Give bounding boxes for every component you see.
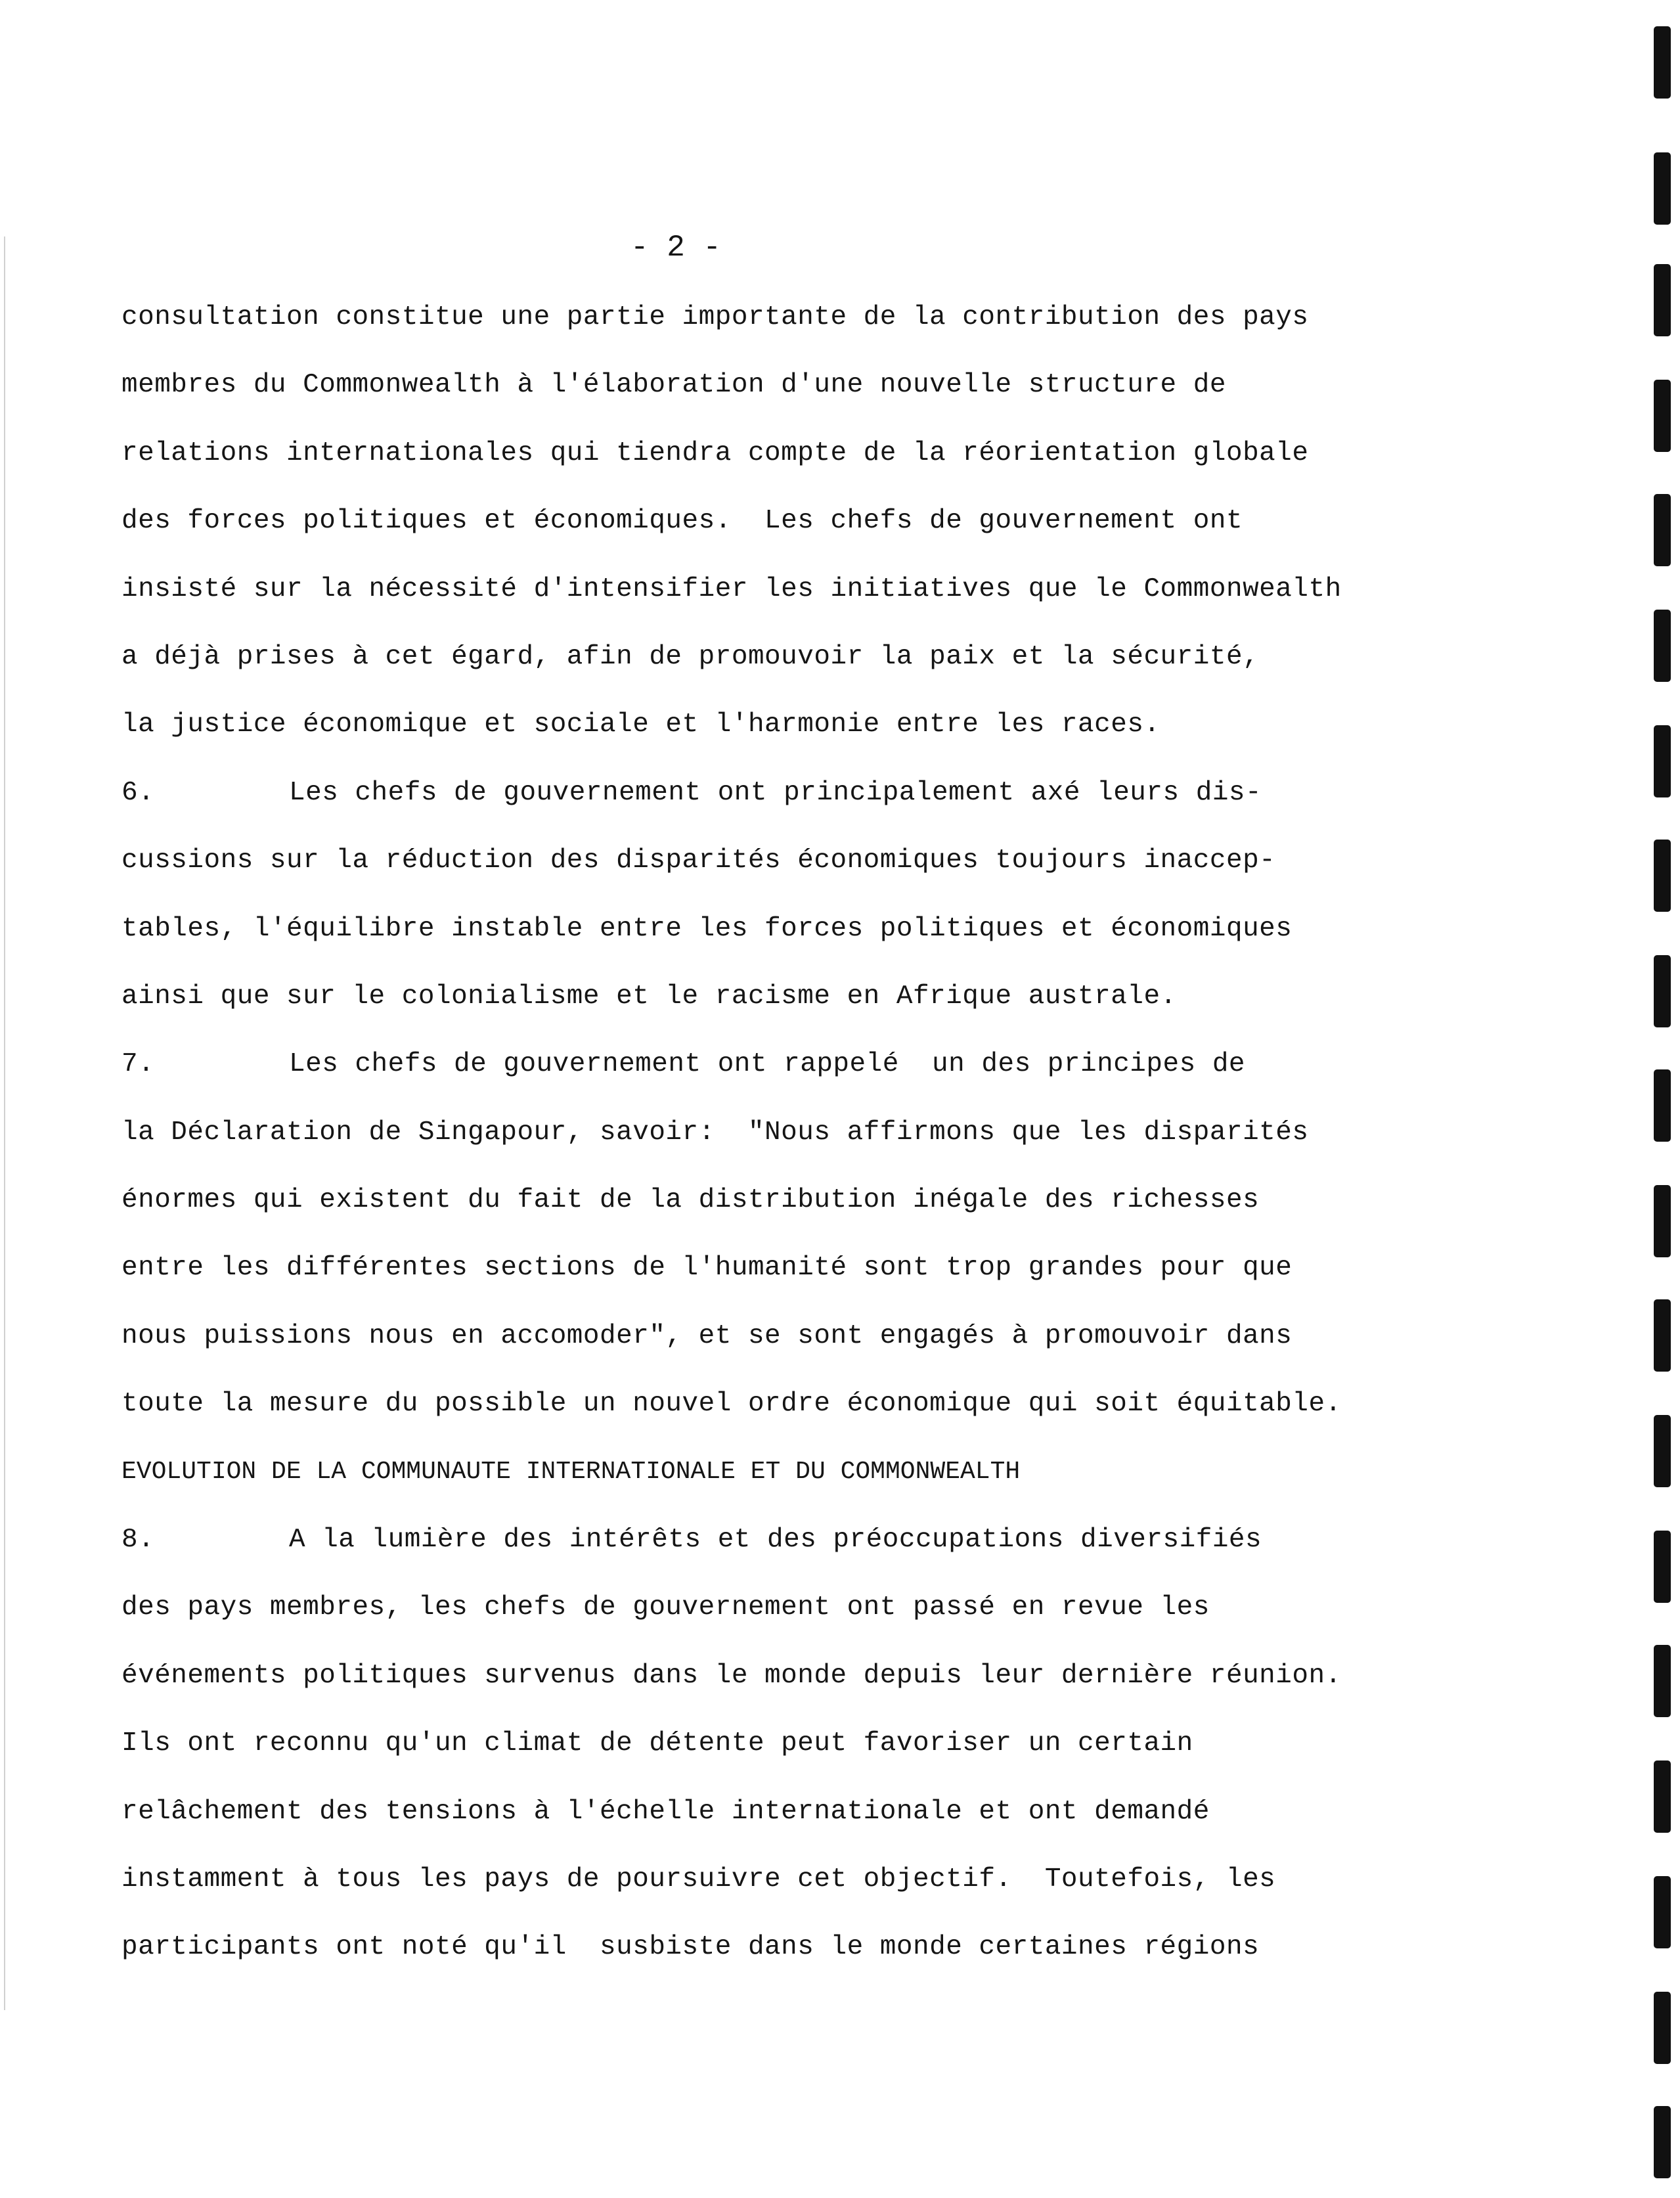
line-text: cussions sur la réduction des disparités économiques toujours inaccep- bbox=[122, 845, 1276, 876]
line-text: EVOLUTION DE LA COMMUNAUTE INTERNATIONALE ET DU COMMONWEALTH bbox=[122, 1457, 1021, 1486]
line-text: énormes qui existent du fait de la distribution inégale des richesses bbox=[122, 1185, 1260, 1216]
text-line bbox=[122, 298, 1435, 366]
binding-punch-mark bbox=[1654, 1761, 1671, 1833]
line-text: ainsi que sur le colonialisme et le racisme en Afrique australe. bbox=[122, 981, 1177, 1012]
binding-punch-mark bbox=[1654, 610, 1671, 682]
scan-edge-line bbox=[4, 236, 5, 2010]
text-line bbox=[122, 638, 1435, 706]
binding-punch-mark bbox=[1654, 1415, 1671, 1487]
paragraph-number: 6. bbox=[122, 777, 155, 808]
line-text: des forces politiques et économiques. Les chefs de gouvernement ont bbox=[122, 506, 1243, 537]
line-text: relations internationales qui tiendra compte de la réorientation globale bbox=[122, 437, 1309, 468]
text-line bbox=[122, 1249, 1435, 1316]
body-text bbox=[122, 298, 1435, 1996]
line-text: A la lumière des intérêts et des préoccupations diversifiés bbox=[289, 1525, 1262, 1556]
line-text: instamment à tous les pays de poursuivre cet objectif. Toutefois, les bbox=[122, 1864, 1276, 1895]
binding-punch-mark bbox=[1654, 840, 1671, 912]
line-text: Les chefs de gouvernement ont rappelé un des principes de bbox=[289, 1049, 1246, 1080]
text-line bbox=[122, 1588, 1435, 1656]
numbered-paragraph-line bbox=[122, 1045, 1435, 1113]
text-line bbox=[122, 841, 1435, 909]
binding-punch-mark bbox=[1654, 1992, 1671, 2064]
binding-punch-mark bbox=[1654, 26, 1671, 99]
line-text: a déjà prises à cet égard, afin de promouvoir la paix et la sécurité, bbox=[122, 641, 1260, 672]
binding-punch-mark bbox=[1654, 1876, 1671, 1948]
text-line bbox=[122, 434, 1435, 502]
binding-punch-mark bbox=[1654, 1299, 1671, 1372]
text-line bbox=[122, 1793, 1435, 1860]
binding-punch-mark bbox=[1654, 494, 1671, 566]
text-line bbox=[122, 502, 1435, 570]
text-line bbox=[122, 1860, 1435, 1928]
section-heading bbox=[122, 1453, 1435, 1521]
line-text: consultation constitue une partie importante de la contribution des pays bbox=[122, 302, 1309, 332]
text-line bbox=[122, 706, 1435, 773]
line-text: Ils ont reconnu qu'un climat de détente peut favoriser un certain bbox=[122, 1728, 1193, 1759]
numbered-paragraph-line bbox=[122, 774, 1435, 841]
binding-strip bbox=[1621, 0, 1680, 2198]
text-line bbox=[122, 910, 1435, 977]
binding-punch-mark bbox=[1654, 1531, 1671, 1603]
text-line bbox=[122, 366, 1435, 434]
line-text: tables, l'équilibre instable entre les forces politiques et économiques bbox=[122, 913, 1293, 944]
line-text: membres du Commonwealth à l'élaboration d'une nouvelle structure de bbox=[122, 370, 1226, 401]
line-text: nous puissions nous en accomoder", et se sont engagés à promouvoir dans bbox=[122, 1320, 1293, 1351]
line-text: participants ont noté qu'il susbiste dans le monde certaines régions bbox=[122, 1932, 1260, 1963]
line-text: la Déclaration de Singapour, savoir: "Nous affirmons que les disparités bbox=[122, 1117, 1309, 1148]
line-text: des pays membres, les chefs de gouvernement ont passé en revue les bbox=[122, 1592, 1210, 1623]
line-text: entre les différentes sections de l'humanité sont trop grandes pour que bbox=[122, 1253, 1293, 1284]
binding-punch-mark bbox=[1654, 264, 1671, 336]
text-line bbox=[122, 1181, 1435, 1249]
text-line bbox=[122, 1724, 1435, 1792]
text-line bbox=[122, 1928, 1435, 1996]
text-line bbox=[122, 1113, 1435, 1181]
binding-punch-mark bbox=[1654, 380, 1671, 452]
binding-punch-mark bbox=[1654, 152, 1671, 225]
line-text: événements politiques survenus dans le monde depuis leur dernière réunion. bbox=[122, 1660, 1342, 1691]
line-text: insisté sur la nécessité d'intensifier les initiatives que le Commonwealth bbox=[122, 573, 1342, 604]
binding-punch-mark bbox=[1654, 2106, 1671, 2178]
binding-punch-mark bbox=[1654, 1185, 1671, 1257]
text-line bbox=[122, 570, 1435, 638]
text-line bbox=[122, 1385, 1435, 1452]
line-text: la justice économique et sociale et l'harmonie entre les races. bbox=[122, 709, 1161, 740]
text-line bbox=[122, 1317, 1435, 1385]
binding-punch-mark bbox=[1654, 955, 1671, 1027]
line-text: Les chefs de gouvernement ont principalement axé leurs dis- bbox=[289, 777, 1262, 808]
line-text: relâchement des tensions à l'échelle internationale et ont demandé bbox=[122, 1796, 1210, 1827]
binding-punch-mark bbox=[1654, 725, 1671, 797]
text-line bbox=[122, 977, 1435, 1045]
line-text: toute la mesure du possible un nouvel ordre économique qui soit équitable. bbox=[122, 1389, 1342, 1420]
paragraph-number: 8. bbox=[122, 1525, 155, 1556]
numbered-paragraph-line bbox=[122, 1521, 1435, 1588]
binding-punch-mark bbox=[1654, 1645, 1671, 1717]
binding-punch-mark bbox=[1654, 1069, 1671, 1142]
text-line bbox=[122, 1657, 1435, 1724]
paragraph-number: 7. bbox=[122, 1049, 155, 1080]
page-number: - 2 - bbox=[630, 231, 722, 265]
